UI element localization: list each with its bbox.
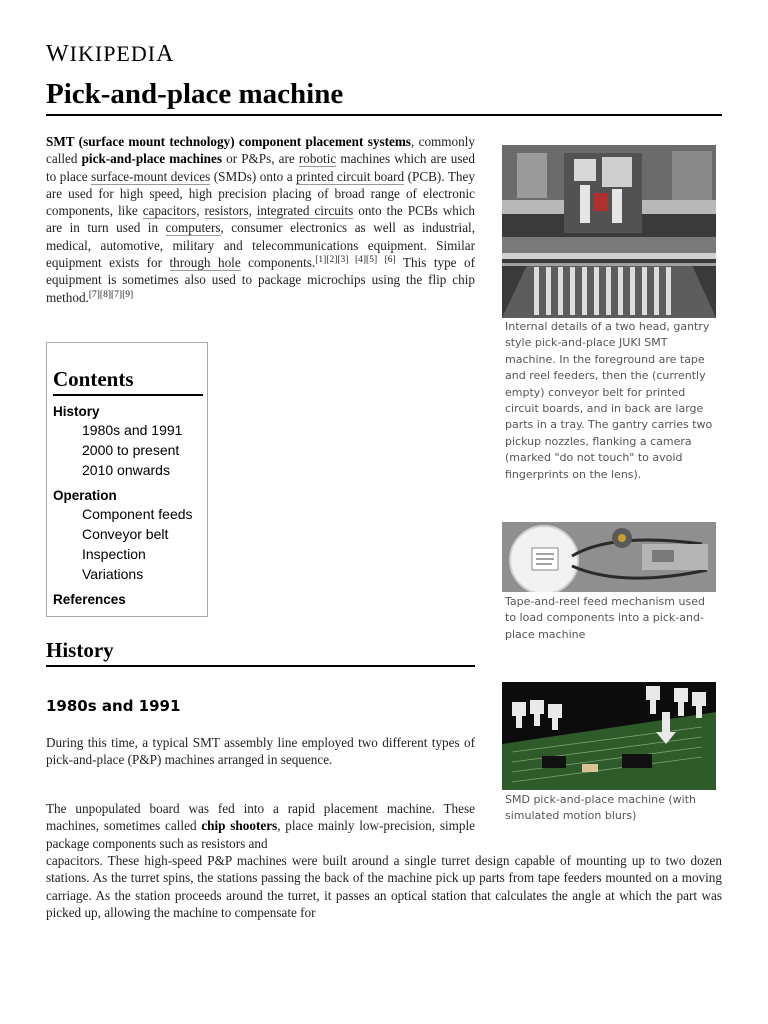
juki-machine-photo xyxy=(502,145,716,318)
wordmark-final: A xyxy=(156,41,175,67)
wikipedia-wordmark[interactable] xyxy=(46,41,174,68)
intro-text: onto the PCBs which are in turn used in xyxy=(46,203,476,236)
citation-refs[interactable]: [6] xyxy=(384,255,396,266)
toc-item-component-feeds[interactable]: Component feeds xyxy=(82,506,193,522)
history-paragraph-2 xyxy=(46,800,475,852)
toc-item-2010-onwards[interactable]: 2010 onwards xyxy=(82,462,170,478)
toc-title: Contents xyxy=(53,367,203,396)
citation-refs[interactable]: [1][2][3] xyxy=(315,255,349,266)
paragraph-text: The unpopulated board was fed into a rapid placement machine. These machines, sometimes called xyxy=(46,801,475,834)
link-capacitors[interactable]: capacitors xyxy=(142,203,197,219)
juki-machine-image[interactable] xyxy=(502,145,716,318)
intro-text: , xyxy=(248,203,257,219)
figure-caption: Tape-and-reel feed mechanism used to load components into a pick-and-place machine xyxy=(505,595,705,641)
section-heading-history: History xyxy=(46,638,475,667)
intro-text: or P&Ps, are xyxy=(221,151,299,167)
intro-text: machines which are used to place xyxy=(46,151,475,184)
wordmark-initial: W xyxy=(46,41,70,67)
history-paragraph-1: During this time, a typical SMT assembly line employed two different types of pick-and-place (P&P) machines arranged in sequence. xyxy=(46,735,475,768)
intro-paragraph xyxy=(46,133,475,306)
figure-caption: SMD pick-and-place machine (with simulated motion blurs) xyxy=(505,793,697,823)
citation-refs[interactable]: [4][5] xyxy=(348,255,378,266)
citation-refs[interactable]: [7][8][7][9] xyxy=(88,289,134,300)
link-robotic[interactable]: robotic xyxy=(298,151,337,167)
tape-and-reel-image[interactable] xyxy=(502,522,716,592)
intro-text: , xyxy=(196,203,205,219)
term-smt: SMT (surface mount technology) component placement systems xyxy=(46,134,411,149)
toc-item-history[interactable]: History xyxy=(53,404,100,419)
toc-item-references[interactable]: References xyxy=(53,592,126,607)
intro-text: (PCB). They are used for high speed, high precision placing of broad range of electronic components, like xyxy=(46,168,475,219)
subsection-heading-1980s-and-1991: 1980s and 1991 xyxy=(46,697,181,715)
figure-caption: Internal details of a two head, gantry style pick-and-place JUKI SMT machine. In the foreground are tape and reel feeders, then the (currently empty) conveyor belt for printed circuit boards, and in back are large parts in a tray. The gantry carries two pickup nozzles, flanking a camera (marked "do not touch" to avoid fingerprints on the lens). xyxy=(505,320,713,481)
toc-item-inspection[interactable]: Inspection xyxy=(82,546,146,562)
intro-text: (SMDs) onto a xyxy=(210,168,297,184)
term-pick-and-place: pick-and-place machines xyxy=(81,151,222,167)
link-surface-mount-devices[interactable]: surface-mount devices xyxy=(91,168,211,184)
smd-machine-render xyxy=(502,682,716,790)
link-printed-circuit-board[interactable]: printed circuit board xyxy=(296,168,405,184)
paragraph-text: , place mainly low-precision, simple package components such as resistors and xyxy=(46,818,476,851)
intro-text: , consumer electronics as well as industrial, medical, automotive, military and telecommunications equipment. Similar equipment exists for xyxy=(46,220,476,271)
toc-item-operation[interactable]: Operation xyxy=(53,488,117,503)
toc-item-variations[interactable]: Variations xyxy=(82,566,144,582)
page-title: Pick-and-place machine xyxy=(46,78,722,116)
wordmark-middle: IKIPEDI xyxy=(69,41,157,66)
link-through-hole[interactable]: through hole xyxy=(169,255,241,271)
smd-machine-image[interactable] xyxy=(502,682,716,790)
toc-item-1980s-and-1991[interactable]: 1980s and 1991 xyxy=(82,422,183,438)
intro-text: This type of equipment is sometimes also used to package microchips using the flip chip method. xyxy=(46,255,475,305)
tape-and-reel-photo xyxy=(502,522,716,592)
toc-item-conveyor-belt[interactable]: Conveyor belt xyxy=(82,526,169,542)
history-paragraph-2-continued: capacitors. These high-speed P&P machines were built around a single turret design capable of mounting up to two dozen stations. As the turret spins, the stations passing the back of the machine pick up parts from tape feeders mounted on a moving carriage. As the station proceeds around the turret, it passes an optical station that calculates the angle at which the part was picked up, allowing the machine to compensate for xyxy=(46,853,722,920)
toc-item-2000-to-present[interactable]: 2000 to present xyxy=(82,442,180,458)
link-computers[interactable]: computers xyxy=(165,220,221,236)
intro-text: components. xyxy=(240,255,316,271)
term-chip-shooters: chip shooters xyxy=(201,818,278,834)
intro-text: , commonly called xyxy=(46,134,475,167)
table-of-contents xyxy=(46,342,208,617)
link-integrated-circuits[interactable]: integrated circuits xyxy=(256,203,354,219)
link-resistors[interactable]: resistors xyxy=(204,203,249,219)
